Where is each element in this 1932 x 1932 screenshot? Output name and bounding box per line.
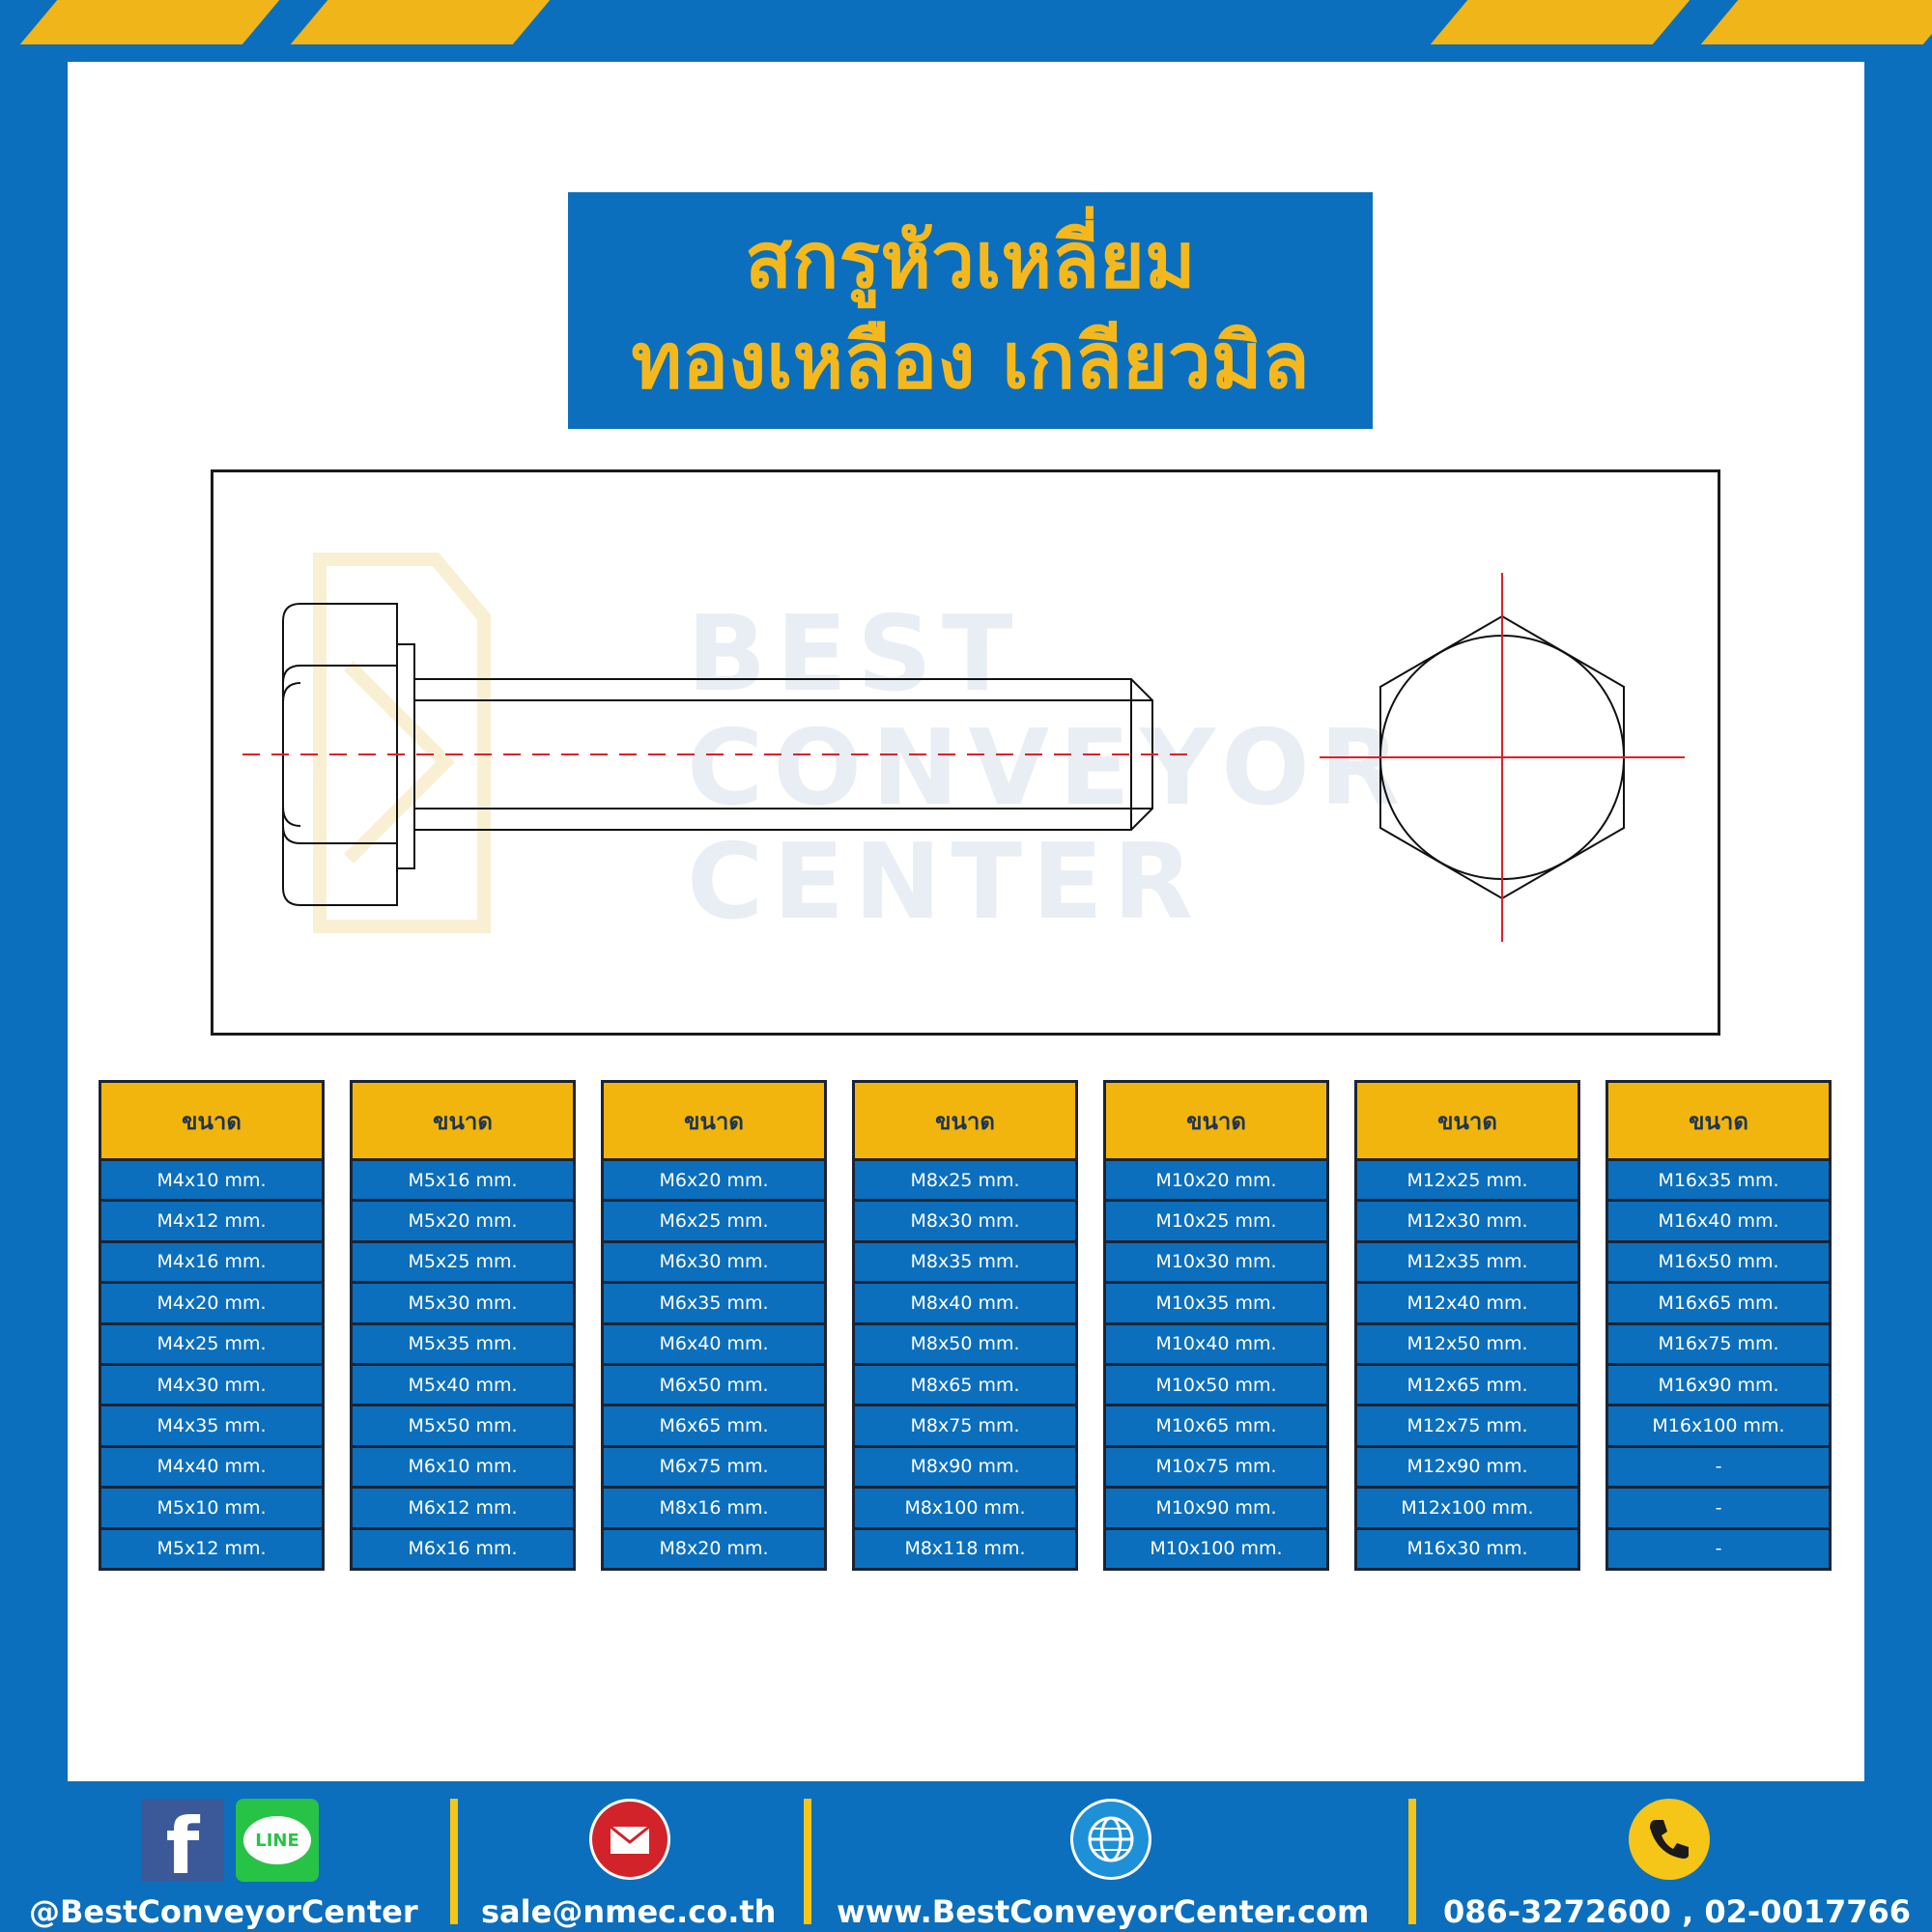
social-handle[interactable]: @BestConveyorCenter bbox=[29, 1893, 418, 1930]
size-table-header: ขนาด bbox=[604, 1083, 824, 1161]
size-cell: M4x35 mm. bbox=[101, 1406, 322, 1444]
size-table-header: ขนาด bbox=[1357, 1083, 1577, 1161]
globe-icon-svg bbox=[1073, 1802, 1149, 1877]
size-cell: M6x50 mm. bbox=[604, 1366, 824, 1404]
size-cell: M8x40 mm. bbox=[855, 1284, 1075, 1321]
title-line-2: ทองเหลือง เกลียวมิล bbox=[631, 315, 1310, 406]
size-cell: M5x30 mm. bbox=[353, 1284, 573, 1321]
size-cell: M4x20 mm. bbox=[101, 1284, 322, 1321]
size-table-body bbox=[855, 1161, 1075, 1568]
size-cell: M6x30 mm. bbox=[604, 1243, 824, 1281]
size-cell: M6x65 mm. bbox=[604, 1406, 824, 1444]
bolt-drawing bbox=[211, 469, 1720, 1036]
size-cell: M4x10 mm. bbox=[101, 1161, 322, 1199]
size-tables bbox=[99, 1080, 1833, 1573]
watermark-line-3: CENTER bbox=[687, 822, 1204, 943]
phone-icon-svg bbox=[1629, 1799, 1710, 1880]
size-cell: M8x30 mm. bbox=[855, 1202, 1075, 1239]
size-table-header: ขนาด bbox=[1106, 1083, 1326, 1161]
size-cell: M16x90 mm. bbox=[1608, 1366, 1829, 1404]
title-line-1: สกรูหัวเหลี่ยม bbox=[745, 214, 1196, 305]
size-cell: M5x25 mm. bbox=[353, 1243, 573, 1281]
size-table-body bbox=[1357, 1161, 1577, 1568]
size-table-header: ขนาด bbox=[101, 1083, 322, 1161]
facebook-icon[interactable] bbox=[141, 1799, 224, 1882]
size-cell: M16x40 mm. bbox=[1608, 1202, 1829, 1239]
footer-separator bbox=[450, 1799, 458, 1924]
email-icon-svg bbox=[592, 1802, 668, 1877]
bolt-diagram-svg bbox=[213, 472, 1720, 1036]
size-cell: M16x100 mm. bbox=[1608, 1406, 1829, 1444]
size-cell: M6x20 mm. bbox=[604, 1161, 824, 1199]
title-banner bbox=[568, 192, 1373, 429]
size-table-body bbox=[353, 1161, 573, 1568]
size-table bbox=[1354, 1080, 1580, 1571]
decor-stripe bbox=[291, 0, 551, 44]
size-cell: M8x35 mm. bbox=[855, 1243, 1075, 1281]
size-cell: M16x65 mm. bbox=[1608, 1284, 1829, 1321]
size-cell: M10x25 mm. bbox=[1106, 1202, 1326, 1239]
size-cell: M12x100 mm. bbox=[1357, 1489, 1577, 1526]
size-cell: M16x75 mm. bbox=[1608, 1325, 1829, 1363]
size-cell: M12x65 mm. bbox=[1357, 1366, 1577, 1404]
size-table-header: ขนาด bbox=[855, 1083, 1075, 1161]
size-cell: M8x50 mm. bbox=[855, 1325, 1075, 1363]
size-table bbox=[601, 1080, 827, 1571]
size-cell: M12x25 mm. bbox=[1357, 1161, 1577, 1199]
line-icon-bubble: LINE bbox=[243, 1816, 311, 1864]
size-cell: - bbox=[1608, 1530, 1829, 1568]
globe-icon[interactable] bbox=[1070, 1799, 1151, 1880]
size-cell: M5x50 mm. bbox=[353, 1406, 573, 1444]
decor-stripe bbox=[20, 0, 280, 44]
size-cell: M12x50 mm. bbox=[1357, 1325, 1577, 1363]
size-cell: M4x40 mm. bbox=[101, 1448, 322, 1486]
watermark-line-2: CONVEYOR bbox=[687, 708, 1410, 829]
size-cell: M10x90 mm. bbox=[1106, 1489, 1326, 1526]
size-cell: M8x65 mm. bbox=[855, 1366, 1075, 1404]
size-cell: M6x12 mm. bbox=[353, 1489, 573, 1526]
size-cell: M6x35 mm. bbox=[604, 1284, 824, 1321]
size-cell: M8x100 mm. bbox=[855, 1489, 1075, 1526]
watermark-line-1: BEST bbox=[687, 594, 1023, 715]
size-cell: M5x20 mm. bbox=[353, 1202, 573, 1239]
size-table bbox=[350, 1080, 576, 1571]
size-cell: M10x20 mm. bbox=[1106, 1161, 1326, 1199]
size-cell: M6x25 mm. bbox=[604, 1202, 824, 1239]
size-table-header: ขนาด bbox=[353, 1083, 573, 1161]
size-cell: M12x35 mm. bbox=[1357, 1243, 1577, 1281]
footer-separator bbox=[804, 1799, 811, 1924]
size-table bbox=[1103, 1080, 1329, 1571]
logo-watermark bbox=[320, 559, 484, 926]
email-address[interactable]: sale@nmec.co.th bbox=[481, 1893, 777, 1930]
size-cell: M8x20 mm. bbox=[604, 1530, 824, 1568]
email-icon[interactable] bbox=[589, 1799, 670, 1880]
size-cell: M6x75 mm. bbox=[604, 1448, 824, 1486]
size-cell: M10x65 mm. bbox=[1106, 1406, 1326, 1444]
size-cell: M4x30 mm. bbox=[101, 1366, 322, 1404]
size-cell: M4x25 mm. bbox=[101, 1325, 322, 1363]
size-cell: M16x50 mm. bbox=[1608, 1243, 1829, 1281]
size-table-body bbox=[1608, 1161, 1829, 1568]
size-cell: - bbox=[1608, 1448, 1829, 1486]
size-cell: M8x16 mm. bbox=[604, 1489, 824, 1526]
size-table-body bbox=[1106, 1161, 1326, 1568]
size-cell: M6x16 mm. bbox=[353, 1530, 573, 1568]
footer bbox=[0, 1781, 1932, 1932]
size-cell: M5x12 mm. bbox=[101, 1530, 322, 1568]
size-table bbox=[99, 1080, 325, 1571]
size-cell: M10x30 mm. bbox=[1106, 1243, 1326, 1281]
website-url[interactable]: www.BestConveyorCenter.com bbox=[837, 1893, 1370, 1930]
size-cell: M6x40 mm. bbox=[604, 1325, 824, 1363]
size-cell: M16x35 mm. bbox=[1608, 1161, 1829, 1199]
size-table-body bbox=[604, 1161, 824, 1568]
size-cell: M5x35 mm. bbox=[353, 1325, 573, 1363]
size-cell: M10x35 mm. bbox=[1106, 1284, 1326, 1321]
line-icon[interactable] bbox=[236, 1799, 319, 1882]
size-cell: M10x50 mm. bbox=[1106, 1366, 1326, 1404]
size-cell: - bbox=[1608, 1489, 1829, 1526]
footer-separator bbox=[1408, 1799, 1416, 1924]
size-cell: M5x10 mm. bbox=[101, 1489, 322, 1526]
size-cell: M16x30 mm. bbox=[1357, 1530, 1577, 1568]
size-table bbox=[852, 1080, 1078, 1571]
size-cell: M10x40 mm. bbox=[1106, 1325, 1326, 1363]
size-cell: M8x25 mm. bbox=[855, 1161, 1075, 1199]
size-cell: M12x30 mm. bbox=[1357, 1202, 1577, 1239]
size-cell: M8x75 mm. bbox=[855, 1406, 1075, 1444]
size-cell: M10x75 mm. bbox=[1106, 1448, 1326, 1486]
size-cell: M12x90 mm. bbox=[1357, 1448, 1577, 1486]
phone-icon[interactable] bbox=[1629, 1799, 1710, 1880]
size-cell: M12x40 mm. bbox=[1357, 1284, 1577, 1321]
facebook-icon-glyph: f bbox=[165, 1802, 200, 1882]
size-cell: M6x10 mm. bbox=[353, 1448, 573, 1486]
size-table-body bbox=[101, 1161, 322, 1568]
size-cell: M12x75 mm. bbox=[1357, 1406, 1577, 1444]
size-cell: M8x90 mm. bbox=[855, 1448, 1075, 1486]
size-cell: M8x118 mm. bbox=[855, 1530, 1075, 1568]
size-cell: M10x100 mm. bbox=[1106, 1530, 1326, 1568]
decor-stripe bbox=[1431, 0, 1690, 44]
size-cell: M4x16 mm. bbox=[101, 1243, 322, 1281]
size-table-header: ขนาด bbox=[1608, 1083, 1829, 1161]
size-cell: M5x16 mm. bbox=[353, 1161, 573, 1199]
size-table bbox=[1605, 1080, 1832, 1571]
size-cell: M4x12 mm. bbox=[101, 1202, 322, 1239]
phone-numbers[interactable]: 086-3272600 , 02-0017766 bbox=[1443, 1893, 1912, 1930]
size-cell: M5x40 mm. bbox=[353, 1366, 573, 1404]
decor-stripe bbox=[1701, 0, 1932, 44]
